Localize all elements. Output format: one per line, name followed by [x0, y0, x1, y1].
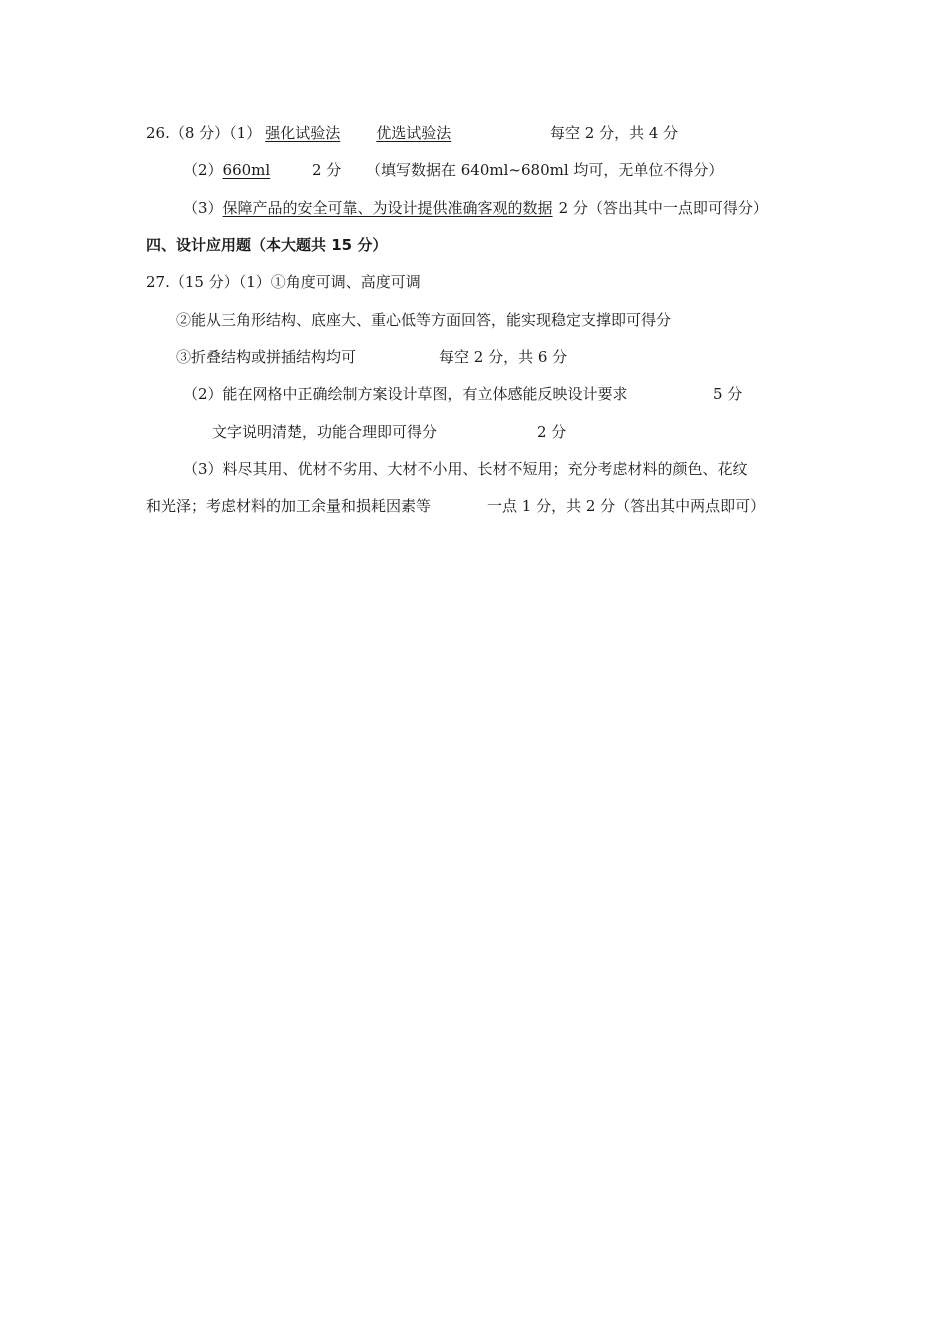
q26-number: 26.: [146, 124, 170, 142]
q27-item2: ②能从三角形结构、底座大、重心低等方面回答，能实现稳定支撑即可得分: [176, 311, 672, 329]
q26-line2: [183, 159, 270, 181]
q26-blank2-answer: 优选试验法: [376, 124, 452, 142]
q27-part2-line2: 文字说明清楚，功能合理即可得分: [212, 423, 438, 441]
q27-item3: ③折叠结构或拼插结构均可: [176, 348, 357, 366]
q27-line1: [146, 271, 421, 293]
q27-part2-score2: 2 分: [537, 423, 567, 441]
q26-blank3-answer: 660ml: [222, 161, 271, 179]
q26-part2-score: 2 分: [312, 161, 342, 179]
q26-part2-label: （2）: [183, 161, 223, 179]
q27-part2-line1: （2）能在网格中正确绘制方案设计草图，有立体感能反映设计要求: [183, 385, 628, 403]
q27-part3-line2: 和光泽；考虑材料的加工余量和损耗因素等: [146, 497, 432, 515]
q26-line3: [183, 197, 768, 219]
q27-part2-score1: 5 分: [713, 385, 743, 403]
q26-part1-score: 每空 2 分，共 4 分: [550, 124, 679, 142]
q26-part1-label: （1）: [229, 124, 262, 142]
q27-part3-score: 一点 1 分，共 2 分（答出其中两点即可）: [487, 497, 766, 515]
q27-part1-score: 每空 2 分，共 6 分: [439, 348, 568, 366]
q27-part1-label: （1）: [238, 273, 271, 291]
q27-item1: ①角度可调、高度可调: [270, 273, 421, 291]
q26-line1: [146, 122, 451, 144]
q26-part3-score: 2 分（答出其中一点即可得分）: [558, 199, 768, 217]
q26-part3-label: （3）: [183, 199, 223, 217]
q26-part2-note: （填写数据在 640ml~680ml 均可，无单位不得分）: [366, 161, 724, 179]
q26-blank1-answer: 强化试验法: [265, 124, 341, 142]
section4-heading: 四、设计应用题（本大题共 15 分）: [146, 236, 388, 254]
q27-points: （15 分）: [169, 273, 239, 291]
q26-points: （8 分）: [169, 124, 230, 142]
q27-number: 27.: [146, 273, 170, 291]
q26-part3-answer: 保障产品的安全可靠、为设计提供准确客观的数据: [222, 199, 553, 217]
q27-part3-line1: （3）料尽其用、优材不劣用、大材不小用、长材不短用；充分考虑材料的颜色、花纹: [183, 460, 748, 478]
